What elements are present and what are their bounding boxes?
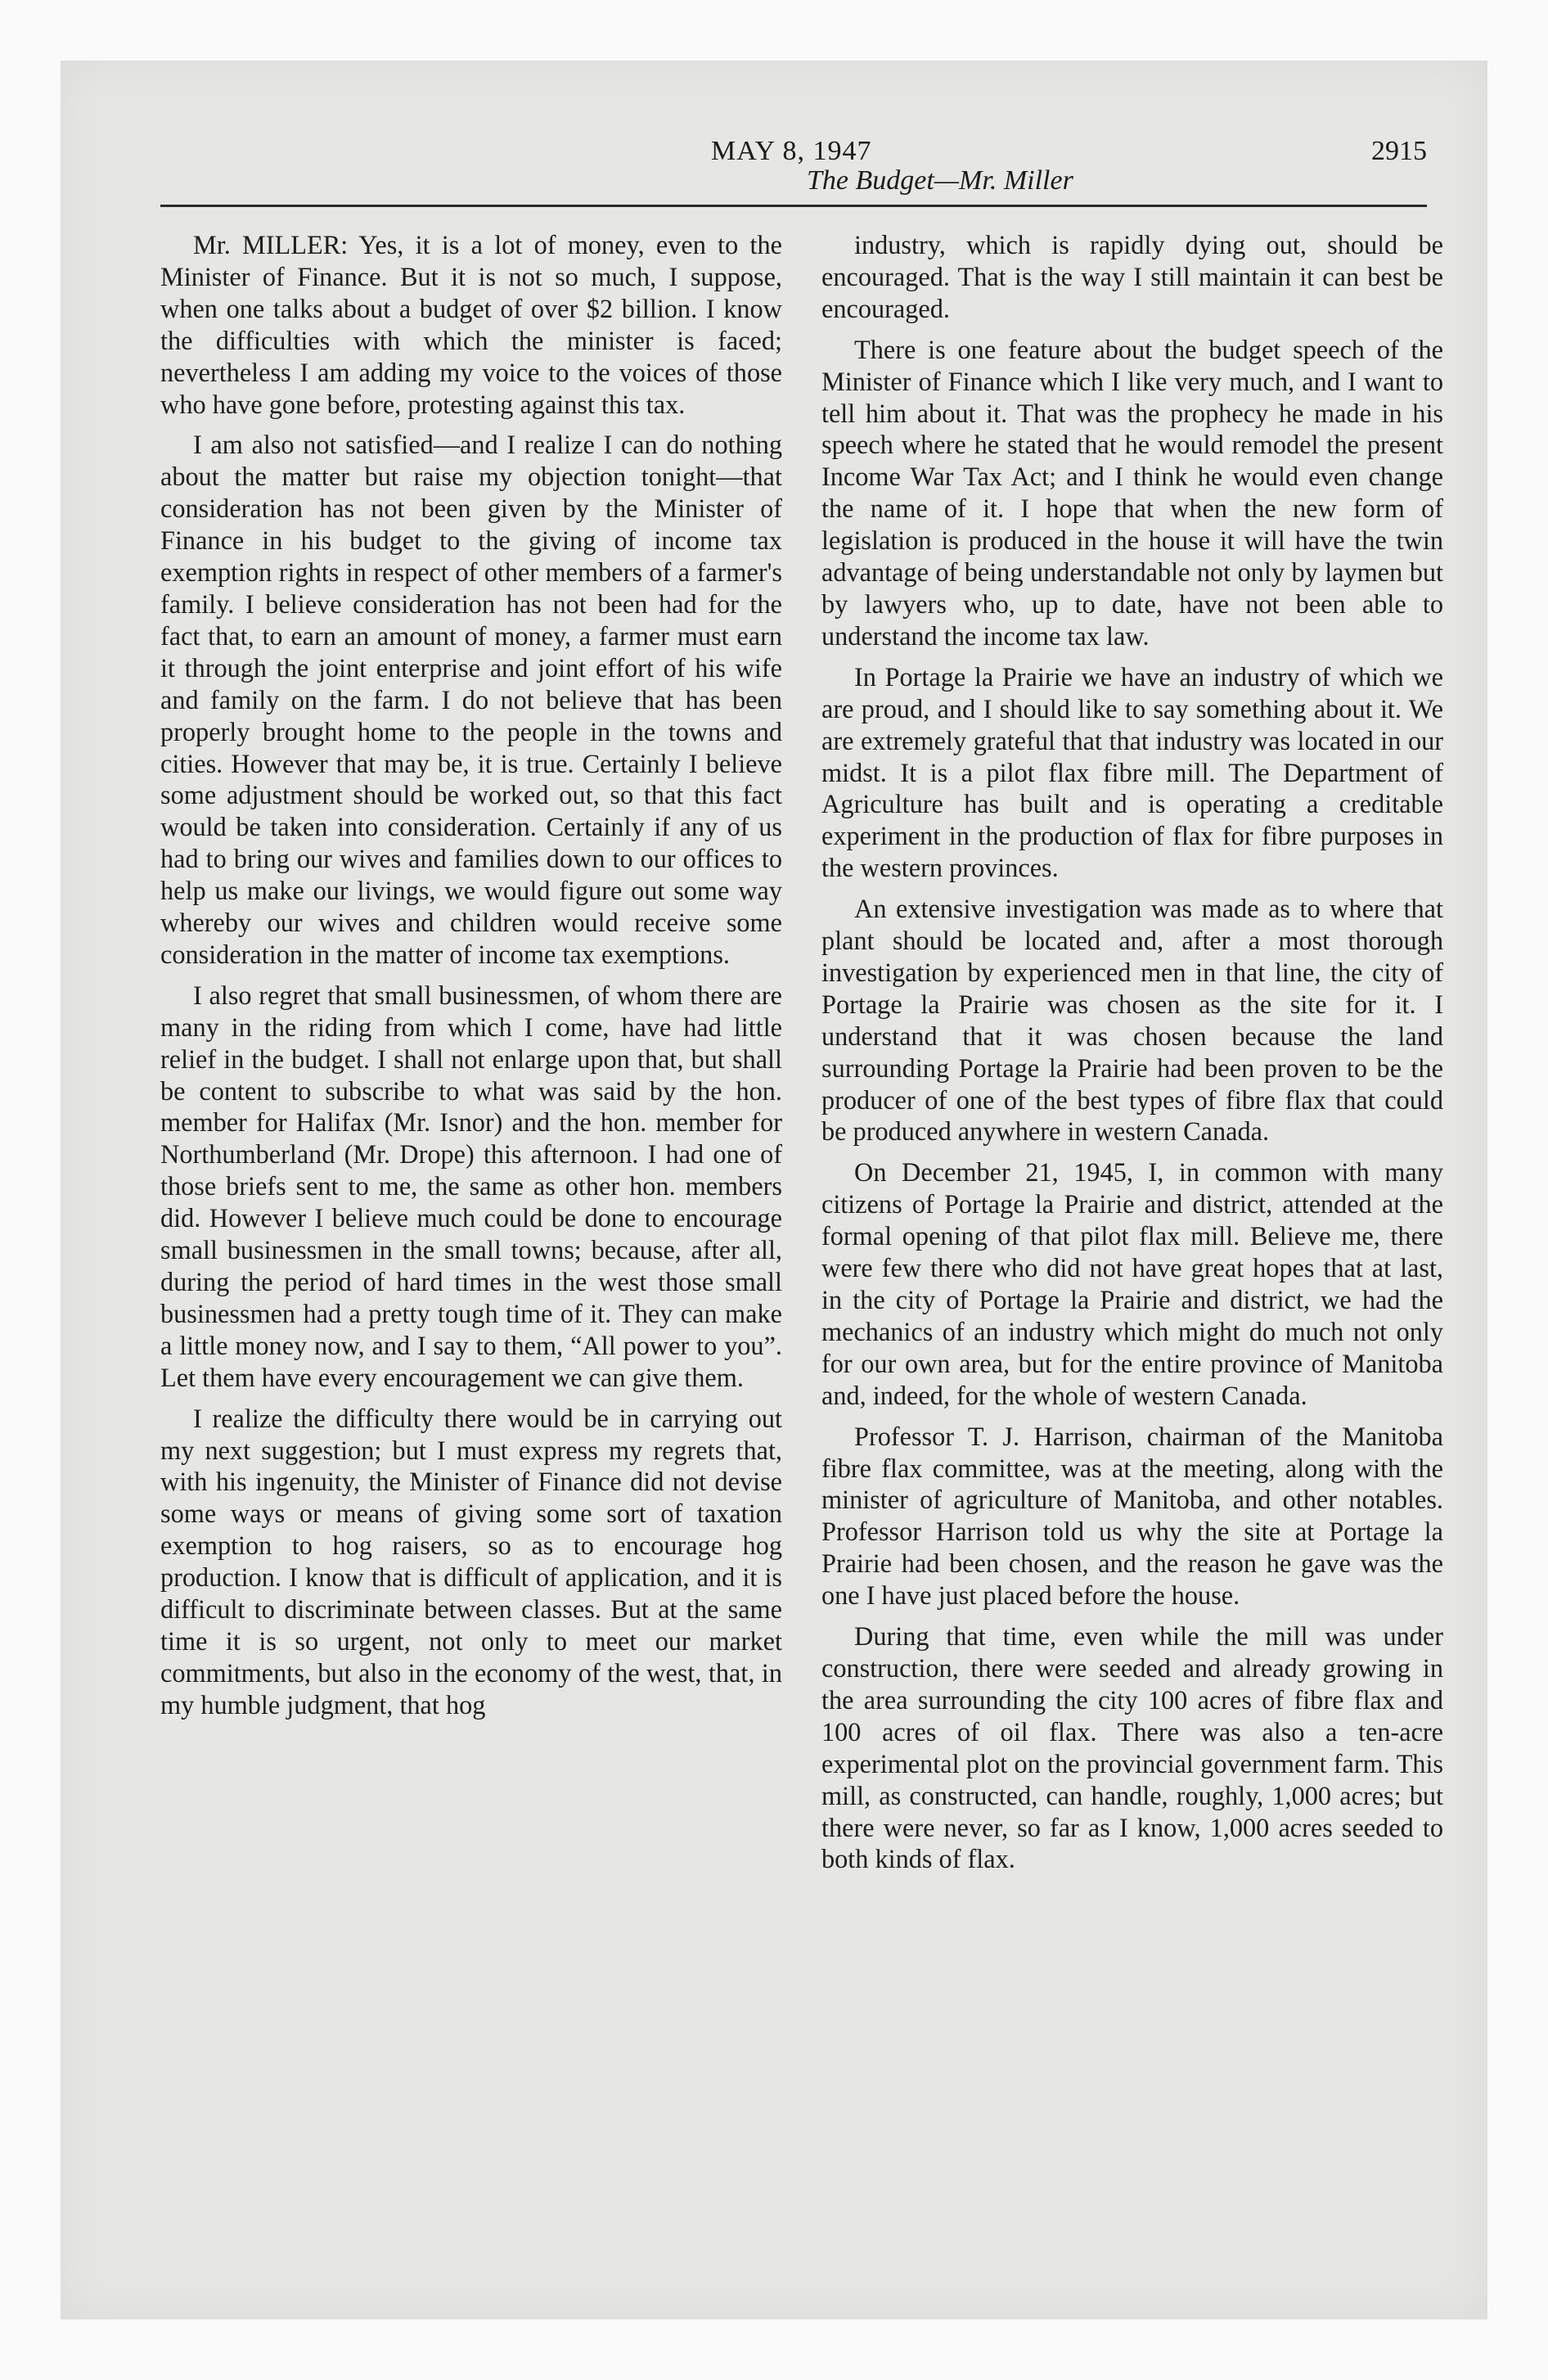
page-number: 2915 — [1371, 136, 1427, 166]
paragraph: During that time, even while the mill was under construction, there were seeded and already growing in the area surrounding the city 100 acres of fibre flax and 100 acres of oil flax. There was also a ten-acre experimental plot on the provincial government farm. This mill, as constructed, can handle, roughly, 1,000 acres; but there were never, so far as I know, 1,000 acres seeded to both kinds of flax. — [821, 1621, 1443, 1874]
paragraph: I realize the difficulty there would be in carrying out my next suggestion; but I must express my regrets that, with his ingenuity, the Minister of Finance did not devise some ways or means of giving some sort of taxation exemption to hog raisers, so as to encourage hog production. I know that is difficult of application, and it is difficult to discriminate between classes. But at the same time it is so urgent, not only to meet our market commitments, but also in the economy of the west, that, in my humble judgment, that hog — [160, 1403, 782, 1720]
right-column — [821, 229, 1443, 1884]
paragraph: An extensive investigation was made as to where that plant should be located and, after a most thorough investigation by experienced men in that line, the city of Portage la Prairie was chosen as the site for it. I understand that it was chosen because the land surrounding Portage la Prairie had been proven to be the producer of one of the best types of fibre flax that could be produced anywhere in western Canada. — [821, 894, 1443, 1147]
paragraph: On December 21, 1945, I, in common with many citizens of Portage la Prairie and district, attended at the formal opening of that pilot flax mill. Believe me, there were few there who did not have great hopes that at last, in the city of Portage la Prairie and district, we had the mechanics of an industry which might do much not only for our own area, but for the entire province of Manitoba and, indeed, for the whole of western Canada. — [821, 1157, 1443, 1410]
running-title: The Budget—Mr. Miller — [807, 165, 1073, 196]
paragraph: I also regret that small businessmen, of whom there are many in the riding from which I come, have had little relief in the budget. I shall not enlarge upon that, but shall be content to subscribe to what was said by the hon. member for Halifax (Mr. Isnor) and the hon. member for Northumberland (Mr. Drope) this afternoon. I had one of those briefs sent to me, the same as other hon. members did. However I believe much could be done to encourage small businessmen in the small towns; because, after all, during the period of hard times in the west those small businessmen had a pretty tough time of it. They can make a little money now, and I say to them, “All power to you”. Let them have every encouragement we can give them. — [160, 980, 782, 1392]
header-rule — [160, 205, 1427, 207]
page-header — [160, 131, 1427, 213]
paragraph: There is one feature about the budget speech of the Minister of Finance which I like very much, and I want to tell him about it. That was the prophecy he made in his speech where he stated that he would remodel the present Income War Tax Act; and I think he would even change the name of it. I hope that when the new form of legislation is produced in the house it will have the twin advantage of being understandable not only by laymen but by lawyers who, up to date, have not been able to understand the income tax law. — [821, 334, 1443, 651]
paragraph: In Portage la Prairie we have an industry of which we are proud, and I should like to say something about it. We are extremely grateful that that industry was located in our midst. It is a pilot flax fibre mill. The Department of Agriculture has built and is operating a creditable experiment in the production of flax for fibre purposes in the western provinces. — [821, 661, 1443, 883]
header-date: MAY 8, 1947 — [711, 136, 872, 166]
paragraph: Mr. MILLER: Yes, it is a lot of money, even to the Minister of Finance. But it is not so much, I suppose, when one talks about a budget of over $2 billion. I know the difficulties with which the minister is faced; nevertheless I am adding my voice to the voices of those who have gone before, protesting against this tax. — [160, 230, 782, 419]
paragraph: I am also not satisfied—and I realize I can do nothing about the matter but raise my objection tonight—that consideration has not been given by the Minister of Finance in his budget to the giving of income tax exemption rights in respect of other members of a farmer's family. I believe consideration has not been had for the fact that, to earn an amount of money, a farmer must earn it through the joint enterprise and joint effort of his wife and family on the farm. I do not believe that has been properly brought home to the people in the towns and cities. However that may be, it is true. Certainly I believe some adjustment should be worked out, so that this fact would be taken into consideration. Certainly if any of us had to bring our wives and families down to our offices to help us make our livings, we would figure out some way whereby our wives and children would receive some consideration in the matter of income tax exemptions. — [160, 430, 782, 969]
paragraph: industry, which is rapidly dying out, should be encouraged. That is the way I still maintain it can best be encouraged. — [821, 230, 1443, 323]
left-column — [160, 229, 782, 1730]
paragraph: Professor T. J. Harrison, chairman of the Manitoba fibre flax committee, was at the meeting, along with the minister of agriculture of Manitoba, and other notables. Professor Harrison told us why the site at Portage la Prairie had been chosen, and the reason he gave was the one I have just placed before the house. — [821, 1421, 1443, 1611]
